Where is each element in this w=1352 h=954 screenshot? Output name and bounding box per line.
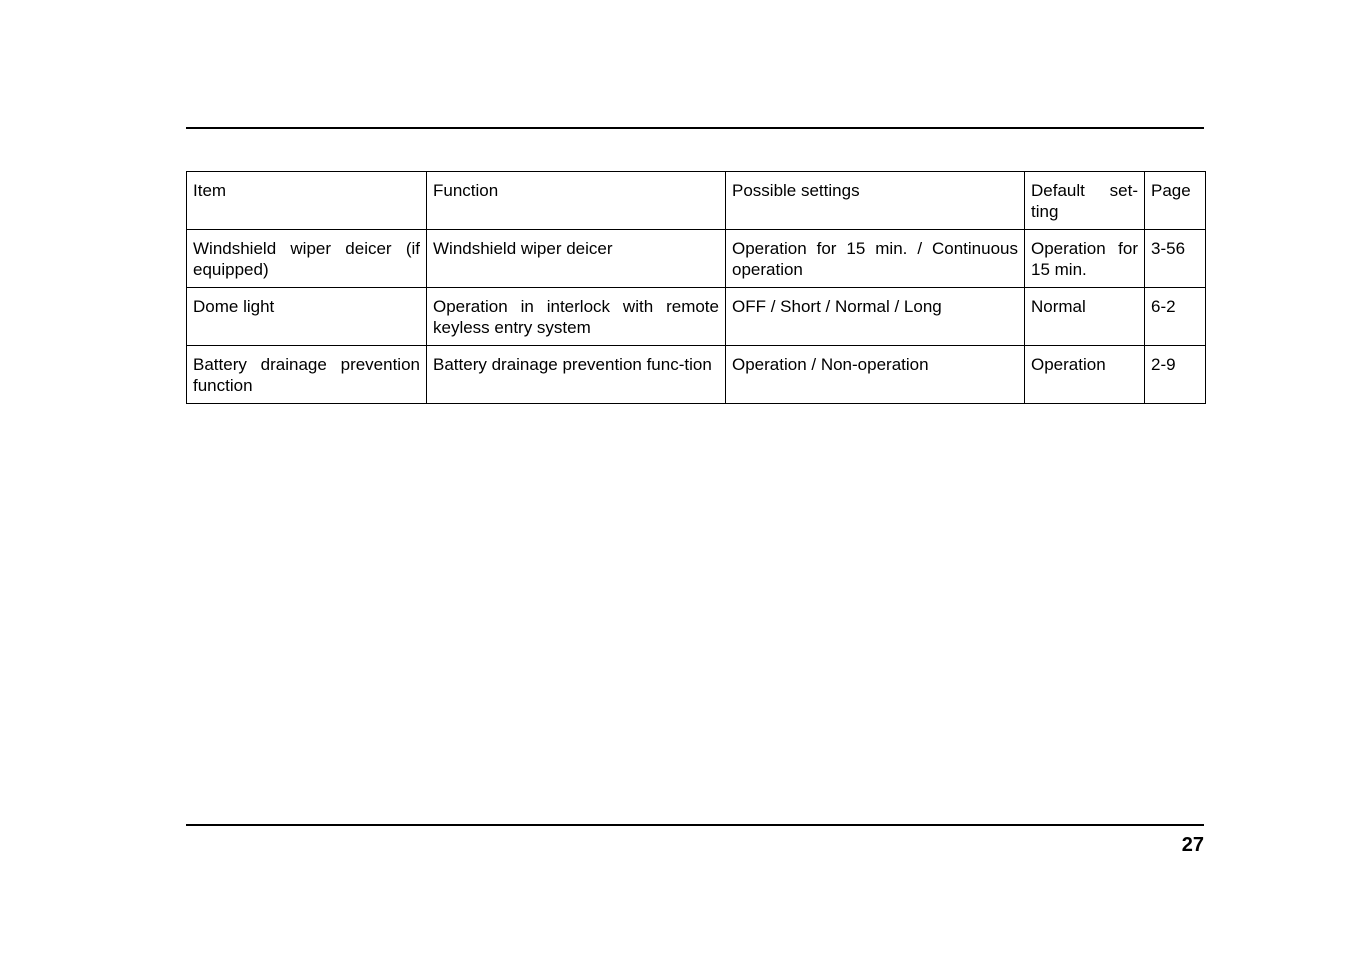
header-page: Page (1145, 172, 1206, 230)
cell-page: 6-2 (1145, 288, 1206, 346)
table-row (187, 346, 1206, 404)
table-row (187, 230, 1206, 288)
table-row (187, 288, 1206, 346)
cell-possible-settings: OFF / Short / Normal / Long (726, 288, 1025, 346)
header-rule (186, 127, 1204, 129)
header-possible-settings: Possible settings (726, 172, 1025, 230)
header-function: Function (427, 172, 726, 230)
cell-function: Windshield wiper deicer (427, 230, 726, 288)
cell-item: Windshield wiper deicer (if equipped) (187, 230, 427, 288)
settings-table (186, 171, 1206, 404)
header-default-setting: Default set-ting (1025, 172, 1145, 230)
cell-possible-settings: Operation / Non-operation (726, 346, 1025, 404)
cell-function: Battery drainage prevention func-tion (427, 346, 726, 404)
footer-rule (186, 824, 1204, 826)
cell-function: Operation in interlock with remote keyless entry system (427, 288, 726, 346)
cell-page: 3-56 (1145, 230, 1206, 288)
cell-page: 2-9 (1145, 346, 1206, 404)
header-item: Item (187, 172, 427, 230)
cell-item: Dome light (187, 288, 427, 346)
cell-item: Battery drainage prevention function (187, 346, 427, 404)
cell-default-setting: Operation for 15 min. (1025, 230, 1145, 288)
table-header-row (187, 172, 1206, 230)
cell-default-setting: Normal (1025, 288, 1145, 346)
page-number: 27 (1181, 834, 1204, 856)
cell-default-setting: Operation (1025, 346, 1145, 404)
cell-possible-settings: Operation for 15 min. / Continuous operation (726, 230, 1025, 288)
